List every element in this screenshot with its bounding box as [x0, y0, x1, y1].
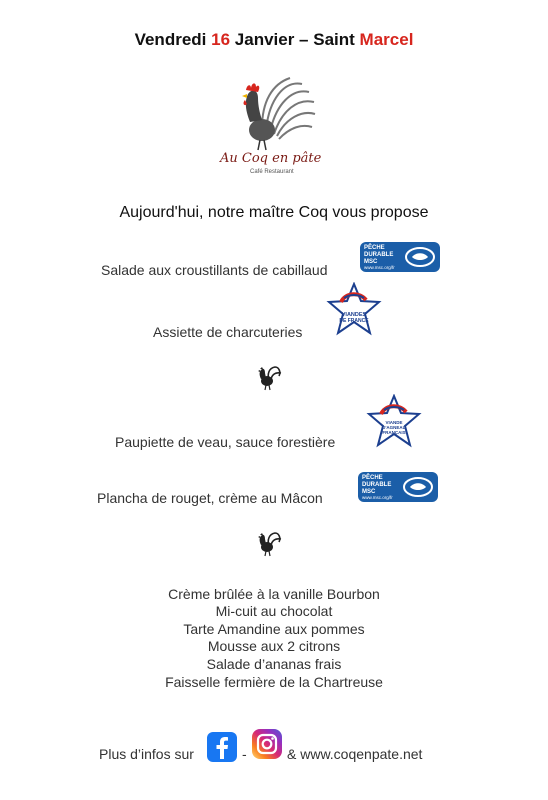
page-header [0, 30, 548, 50]
header-date: 16 [211, 30, 231, 49]
main-item-2: Plancha de rouget, crème au Mâcon [97, 490, 323, 506]
intro-line: Aujourd'hui, notre maître Coq vous propose [119, 204, 429, 221]
svg-text:VIANDE: VIANDE [385, 420, 403, 425]
footer-website-link[interactable]: & www.coqenpate.net [287, 746, 423, 762]
header-saint: Saint [313, 30, 355, 49]
msc-fish-icon [404, 246, 436, 268]
svg-text:D'AGNEAU: D'AGNEAU [382, 425, 406, 430]
dessert-item: Mi-cuit au chocolat [215, 603, 333, 619]
msc-label-icon: PÊCHE DURABLE MSC www.msc.org/fr [358, 472, 438, 502]
dessert-item: Tarte Amandine aux pommes [183, 621, 365, 637]
dessert-item: Salade d’ananas frais [206, 656, 342, 672]
viande-agneau-francais-icon [366, 394, 422, 448]
facebook-icon[interactable] [207, 732, 237, 762]
logo-brand: Au Coq en pâte [220, 151, 322, 166]
main-item-1: Paupiette de veau, sauce forestière [115, 434, 336, 450]
svg-text:FRANÇAIS: FRANÇAIS [382, 430, 406, 435]
instagram-icon[interactable] [252, 729, 282, 759]
rooster-divider-icon [255, 530, 283, 558]
header-month: Janvier – [234, 30, 309, 49]
dessert-item: Faisselle fermière de la Chartreuse [165, 674, 383, 690]
dessert-item: Crème brûlée à la vanille Bourbon [168, 586, 380, 602]
starter-item-1: Salade aux croustillants de cabillaud [101, 262, 328, 278]
msc-label-icon: PÊCHE DURABLE MSC www.msc.org/fr [360, 242, 440, 272]
footer-prefix: Plus d’infos sur [99, 746, 194, 762]
header-saint-name: Marcel [359, 30, 414, 49]
header-day: Vendredi [134, 30, 207, 49]
svg-text:DE FRANCE: DE FRANCE [339, 318, 369, 324]
starter-item-2: Assiette de charcuteries [153, 324, 303, 340]
viandes-de-france-icon [326, 282, 382, 336]
restaurant-logo [214, 70, 324, 180]
footer-dash: - [242, 746, 247, 762]
svg-text:VIANDES: VIANDES [341, 312, 367, 318]
msc-fish-icon [402, 476, 434, 498]
dessert-item: Mousse aux 2 citrons [207, 638, 341, 654]
rooster-logo-icon [214, 70, 324, 180]
rooster-divider-icon [255, 364, 283, 392]
logo-tagline: Café Restaurant [250, 169, 294, 175]
